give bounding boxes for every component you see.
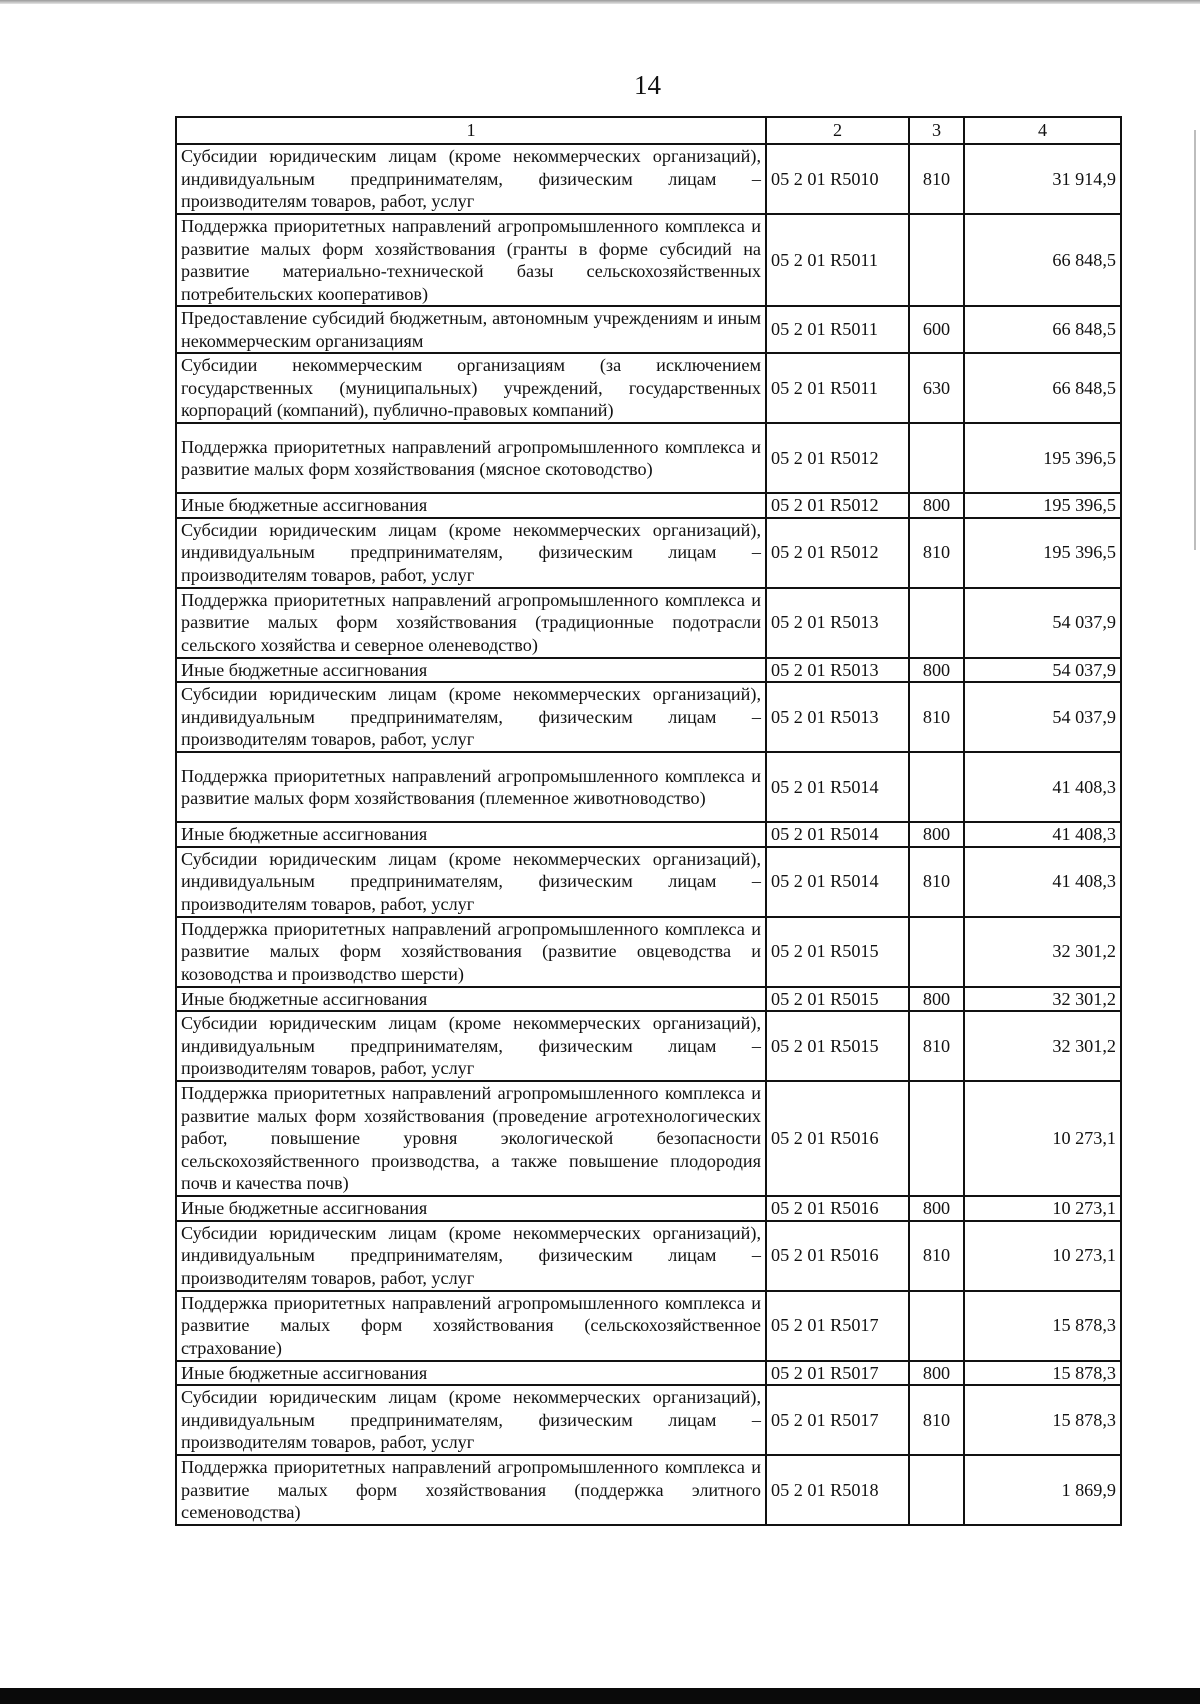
table-row	[176, 752, 1121, 822]
row-type-cell: 810	[909, 1385, 964, 1455]
table-row	[176, 1011, 1121, 1081]
row-name-cell: Поддержка приоритетных направлений агропромышленного комплекса и развитие малых форм хозяйствования (мясное скотоводство)	[176, 423, 766, 493]
row-code-cell: 05 2 01 R5017	[766, 1385, 909, 1455]
row-amount-cell: 41 408,3	[964, 752, 1121, 822]
table-row	[176, 1196, 1121, 1221]
row-type-cell	[909, 423, 964, 493]
row-code-cell: 05 2 01 R5017	[766, 1291, 909, 1361]
row-code-cell: 05 2 01 R5016	[766, 1196, 909, 1221]
row-name-cell: Субсидии юридическим лицам (кроме некоммерческих организаций), индивидуальным предпринимателям, физическим лицам – производителям товаров, работ, услуг	[176, 144, 766, 214]
table-row	[176, 353, 1121, 423]
row-code-cell: 05 2 01 R5011	[766, 306, 909, 353]
table-row	[176, 144, 1121, 214]
row-name-cell: Поддержка приоритетных направлений агропромышленного комплекса и развитие малых форм хозяйствования (сельскохозяйственное страхование)	[176, 1291, 766, 1361]
table-row	[176, 518, 1121, 588]
row-code-cell: 05 2 01 R5013	[766, 658, 909, 683]
row-code-cell: 05 2 01 R5013	[766, 588, 909, 658]
row-amount-cell: 31 914,9	[964, 144, 1121, 214]
row-code-cell: 05 2 01 R5010	[766, 144, 909, 214]
row-amount-cell: 1 869,9	[964, 1455, 1121, 1525]
page-number: 14	[634, 70, 661, 100]
row-code-cell: 05 2 01 R5014	[766, 822, 909, 847]
table-row	[176, 987, 1121, 1012]
header-cell-4: 4	[964, 117, 1121, 144]
table-body	[176, 144, 1121, 1525]
row-name-cell: Поддержка приоритетных направлений агропромышленного комплекса и развитие малых форм хозяйствования (проведение агротехнологических работ, повышение уровня экологической безопасности сельскохозяйственного производства, а также повышение плодородия почв и качества почв)	[176, 1081, 766, 1196]
header-cell-3: 3	[909, 117, 964, 144]
row-code-cell: 05 2 01 R5016	[766, 1221, 909, 1291]
row-code-cell: 05 2 01 R5011	[766, 214, 909, 306]
row-code-cell: 05 2 01 R5017	[766, 1361, 909, 1386]
row-type-cell	[909, 214, 964, 306]
row-code-cell: 05 2 01 R5012	[766, 423, 909, 493]
row-code-cell: 05 2 01 R5015	[766, 987, 909, 1012]
row-name-cell: Субсидии юридическим лицам (кроме некоммерческих организаций), индивидуальным предпринимателям, физическим лицам – производителям товаров, работ, услуг	[176, 518, 766, 588]
table-row	[176, 588, 1121, 658]
row-type-cell: 800	[909, 658, 964, 683]
row-amount-cell: 54 037,9	[964, 588, 1121, 658]
row-code-cell: 05 2 01 R5016	[766, 1081, 909, 1196]
row-type-cell: 810	[909, 1011, 964, 1081]
row-type-cell	[909, 1291, 964, 1361]
row-name-cell: Поддержка приоритетных направлений агропромышленного комплекса и развитие малых форм хозяйствования (развитие овцеводства и козоводства и производство шерсти)	[176, 917, 766, 987]
row-amount-cell: 41 408,3	[964, 822, 1121, 847]
table-row	[176, 1081, 1121, 1196]
row-name-cell: Иные бюджетные ассигнования	[176, 493, 766, 518]
table-row	[176, 1221, 1121, 1291]
row-type-cell: 600	[909, 306, 964, 353]
table-row	[176, 682, 1121, 752]
row-type-cell: 800	[909, 987, 964, 1012]
row-amount-cell: 66 848,5	[964, 353, 1121, 423]
table-header-row	[176, 117, 1121, 144]
row-name-cell: Иные бюджетные ассигнования	[176, 987, 766, 1012]
table-row	[176, 1385, 1121, 1455]
row-name-cell: Поддержка приоритетных направлений агропромышленного комплекса и развитие малых форм хозяйствования (традиционные подотрасли сельского хозяйства и северное оленеводство)	[176, 588, 766, 658]
row-code-cell: 05 2 01 R5011	[766, 353, 909, 423]
row-amount-cell: 195 396,5	[964, 518, 1121, 588]
row-name-cell: Субсидии юридическим лицам (кроме некоммерческих организаций), индивидуальным предпринимателям, физическим лицам – производителям товаров, работ, услуг	[176, 847, 766, 917]
row-type-cell: 810	[909, 1221, 964, 1291]
row-amount-cell: 15 878,3	[964, 1291, 1121, 1361]
row-type-cell: 810	[909, 847, 964, 917]
table-row	[176, 822, 1121, 847]
row-type-cell	[909, 1081, 964, 1196]
row-code-cell: 05 2 01 R5018	[766, 1455, 909, 1525]
row-amount-cell: 32 301,2	[964, 917, 1121, 987]
table-row	[176, 917, 1121, 987]
header-cell-1: 1	[176, 117, 766, 144]
row-type-cell: 810	[909, 144, 964, 214]
table-row	[176, 1291, 1121, 1361]
row-name-cell: Иные бюджетные ассигнования	[176, 1196, 766, 1221]
row-type-cell: 810	[909, 518, 964, 588]
row-amount-cell: 32 301,2	[964, 1011, 1121, 1081]
budget-table	[175, 116, 1122, 1526]
scan-top-edge	[0, 0, 1200, 4]
row-type-cell: 810	[909, 682, 964, 752]
row-name-cell: Субсидии юридическим лицам (кроме некоммерческих организаций), индивидуальным предпринимателям, физическим лицам – производителям товаров, работ, услуг	[176, 1011, 766, 1081]
header-cell-2: 2	[766, 117, 909, 144]
row-amount-cell: 195 396,5	[964, 493, 1121, 518]
row-code-cell: 05 2 01 R5013	[766, 682, 909, 752]
row-code-cell: 05 2 01 R5014	[766, 847, 909, 917]
row-code-cell: 05 2 01 R5015	[766, 1011, 909, 1081]
row-amount-cell: 15 878,3	[964, 1385, 1121, 1455]
row-type-cell	[909, 752, 964, 822]
row-amount-cell: 10 273,1	[964, 1081, 1121, 1196]
row-type-cell: 800	[909, 822, 964, 847]
row-code-cell: 05 2 01 R5015	[766, 917, 909, 987]
row-type-cell: 800	[909, 1196, 964, 1221]
row-amount-cell: 66 848,5	[964, 214, 1121, 306]
row-amount-cell: 10 273,1	[964, 1221, 1121, 1291]
row-type-cell	[909, 1455, 964, 1525]
row-name-cell: Субсидии юридическим лицам (кроме некоммерческих организаций), индивидуальным предпринимателям, физическим лицам – производителям товаров, работ, услуг	[176, 682, 766, 752]
table-row	[176, 1361, 1121, 1386]
row-code-cell: 05 2 01 R5012	[766, 518, 909, 588]
table-row	[176, 214, 1121, 306]
scan-right-edge	[1194, 130, 1196, 550]
row-type-cell: 800	[909, 493, 964, 518]
row-amount-cell: 32 301,2	[964, 987, 1121, 1012]
row-name-cell: Субсидии юридическим лицам (кроме некоммерческих организаций), индивидуальным предпринимателям, физическим лицам – производителям товаров, работ, услуг	[176, 1385, 766, 1455]
row-amount-cell: 54 037,9	[964, 682, 1121, 752]
row-name-cell: Поддержка приоритетных направлений агропромышленного комплекса и развитие малых форм хозяйствования (гранты в форме субсидий на развитие материально-технической базы сельскохозяйственных потребительских кооперативов)	[176, 214, 766, 306]
table-row	[176, 493, 1121, 518]
row-name-cell: Поддержка приоритетных направлений агропромышленного комплекса и развитие малых форм хозяйствования (поддержка элитного семеноводства)	[176, 1455, 766, 1525]
table-row	[176, 1455, 1121, 1525]
table-row	[176, 658, 1121, 683]
row-name-cell: Иные бюджетные ассигнования	[176, 658, 766, 683]
row-amount-cell: 54 037,9	[964, 658, 1121, 683]
row-name-cell: Субсидии некоммерческим организациям (за исключением государственных (муниципальных) учреждений, государственных корпораций (компаний), публично-правовых компаний)	[176, 353, 766, 423]
row-name-cell: Субсидии юридическим лицам (кроме некоммерческих организаций), индивидуальным предпринимателям, физическим лицам – производителям товаров, работ, услуг	[176, 1221, 766, 1291]
row-code-cell: 05 2 01 R5014	[766, 752, 909, 822]
table-row	[176, 847, 1121, 917]
row-type-cell: 800	[909, 1361, 964, 1386]
row-amount-cell: 15 878,3	[964, 1361, 1121, 1386]
table-row	[176, 306, 1121, 353]
row-amount-cell: 195 396,5	[964, 423, 1121, 493]
row-amount-cell: 41 408,3	[964, 847, 1121, 917]
row-type-cell	[909, 588, 964, 658]
row-name-cell: Предоставление субсидий бюджетным, автономным учреждениям и иным некоммерческим организациям	[176, 306, 766, 353]
row-type-cell	[909, 917, 964, 987]
row-name-cell: Иные бюджетные ассигнования	[176, 1361, 766, 1386]
scan-bottom-edge	[0, 1688, 1200, 1704]
row-amount-cell: 66 848,5	[964, 306, 1121, 353]
table-row	[176, 423, 1121, 493]
row-name-cell: Иные бюджетные ассигнования	[176, 822, 766, 847]
row-type-cell: 630	[909, 353, 964, 423]
row-code-cell: 05 2 01 R5012	[766, 493, 909, 518]
row-name-cell: Поддержка приоритетных направлений агропромышленного комплекса и развитие малых форм хозяйствования (племенное животноводство)	[176, 752, 766, 822]
row-amount-cell: 10 273,1	[964, 1196, 1121, 1221]
